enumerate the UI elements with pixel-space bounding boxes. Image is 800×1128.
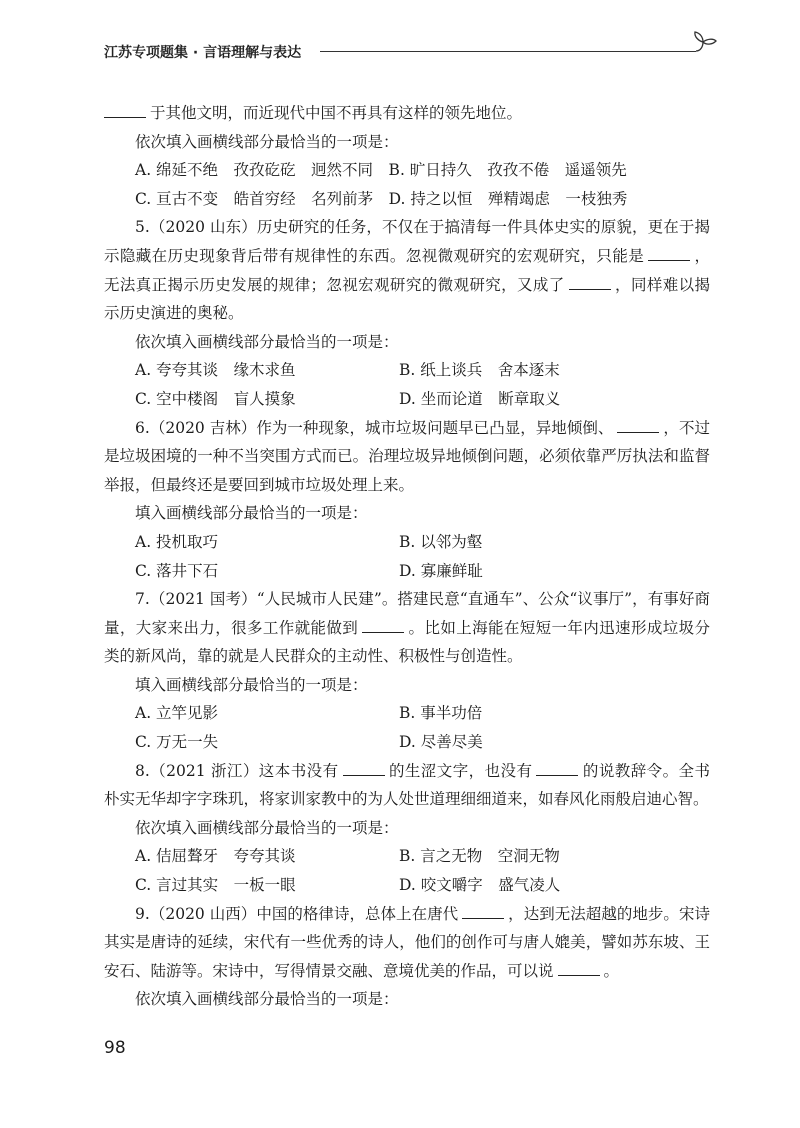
q4-tail-text: 于其他文明，而近现代中国不再具有这样的领先地位。 <box>104 99 710 128</box>
header-title: 江苏专项题集 · 言语理解与表达 <box>104 45 302 61</box>
q5-prompt: 依次填入画横线部分最恰当的一项是： <box>135 332 399 351</box>
q9-stem: 9.（2020 山西）中国的格律诗，总体上在唐代 ，达到无法超越的地步。宋诗其实是唐诗的延续，宋代有一些优秀的诗人，他们的创作可与唐人媲美，譬如苏东坡、王安石、陆游等。宋诗中，写得情景交融、意境优美的作品，可以说 。 <box>104 904 710 980</box>
answer-blank <box>462 903 504 919</box>
leaf-sprout-icon <box>690 30 718 56</box>
q6-stem: 6.（2020 吉林）作为一种现象，城市垃圾问题早已凸显，异地倾倒、 ，不过是垃圾困境的一种不当突围方式而已。治理垃圾异地倾倒问题，必须依靠严厉执法和监督举报，但最终还是要回到城市垃圾处理上来。 <box>104 418 710 494</box>
option-b: B. 以邻为壑 <box>399 532 483 551</box>
running-header <box>104 30 716 62</box>
q6-options <box>104 528 710 585</box>
option-c: C. 万无一失 <box>135 733 219 752</box>
q5-options <box>104 356 710 413</box>
answer-blank <box>343 760 385 776</box>
q7-prompt: 填入画横线部分最恰当的一项是： <box>135 675 368 694</box>
q7-stem: 7.（2021 国考）“人民城市人民建”。搭建民意“直通车”、公众“议事厅”，有事好商量，大家来出力，很多工作就能做到 。比如上海能在短短一年内迅速形成垃圾分类的新风尚，靠的就是人民群众的主动性、积极性与创造性。 <box>104 590 710 666</box>
option-b: B. 言之无物 空洞无物 <box>399 847 560 866</box>
q5-stem: 5.（2020 山东）历史研究的任务，不仅在于搞清每一件具体史实的原貌，更在于揭示隐藏在历史现象背后带有规律性的东西。忽视微观研究的宏观研究，只能是 ，无法真正揭示历史发展的规律；忽视宏观研究的微观研究，又成了 ，同样难以揭示历史演进的奥秘。 <box>104 218 710 323</box>
q8-prompt: 依次填入画横线部分最恰当的一项是： <box>135 818 399 837</box>
option-d: D. 咬文嚼字 盛气凌人 <box>399 876 561 895</box>
page-number: 98 <box>104 1038 126 1058</box>
option-b: B. 事半功倍 <box>399 704 483 723</box>
option-b: B. 纸上谈兵 舍本逐末 <box>399 361 560 380</box>
q8-options <box>104 842 710 899</box>
answer-blank <box>104 102 146 118</box>
page-body <box>104 99 710 1014</box>
answer-blank <box>362 617 404 633</box>
answer-blank <box>617 417 659 433</box>
option-c: C. 言过其实 一板一眼 <box>135 876 296 895</box>
answer-blank <box>536 760 578 776</box>
option-a: A. 投机取巧 <box>135 532 219 551</box>
option-a: A. 佶屈聱牙 夸夸其谈 <box>135 847 296 866</box>
q7-options <box>104 699 710 756</box>
answer-blank <box>569 274 611 290</box>
option-a: A. 夸夸其谈 缘木求鱼 <box>135 361 296 380</box>
option-d: D. 坐而论道 断章取义 <box>399 389 561 408</box>
option-d: D. 寡廉鲜耻 <box>399 561 483 580</box>
q6-prompt: 填入画横线部分最恰当的一项是： <box>135 504 368 523</box>
q8-stem: 8.（2021 浙江）这本书没有 的生涩文字，也没有 的说教辞令。全书朴实无华却字字珠玑，将家训家教中的为人处世道理细细道来，如春风化雨般启迪心智。 <box>104 761 710 809</box>
option-c: C. 落井下石 <box>135 561 219 580</box>
option-a: A. 立竿见影 <box>135 704 219 723</box>
option-c: C. 空中楼阁 盲人摸象 <box>135 389 296 408</box>
q4-options-line-2: C. 亘古不变 皓首穷经 名列前茅 D. 持之以恒 殚精竭虑 一枝独秀 <box>135 189 628 208</box>
q4-prompt: 依次填入画横线部分最恰当的一项是： <box>135 132 399 151</box>
q4-options-line-1: A. 绵延不绝 孜孜矻矻 迥然不同 B. 旷日持久 孜孜不倦 遥遥领先 <box>135 161 627 180</box>
answer-blank <box>648 245 690 261</box>
answer-blank <box>558 960 600 976</box>
header-rule <box>320 51 696 52</box>
option-d: D. 尽善尽美 <box>399 733 483 752</box>
q9-prompt: 依次填入画横线部分最恰当的一项是： <box>135 990 399 1009</box>
